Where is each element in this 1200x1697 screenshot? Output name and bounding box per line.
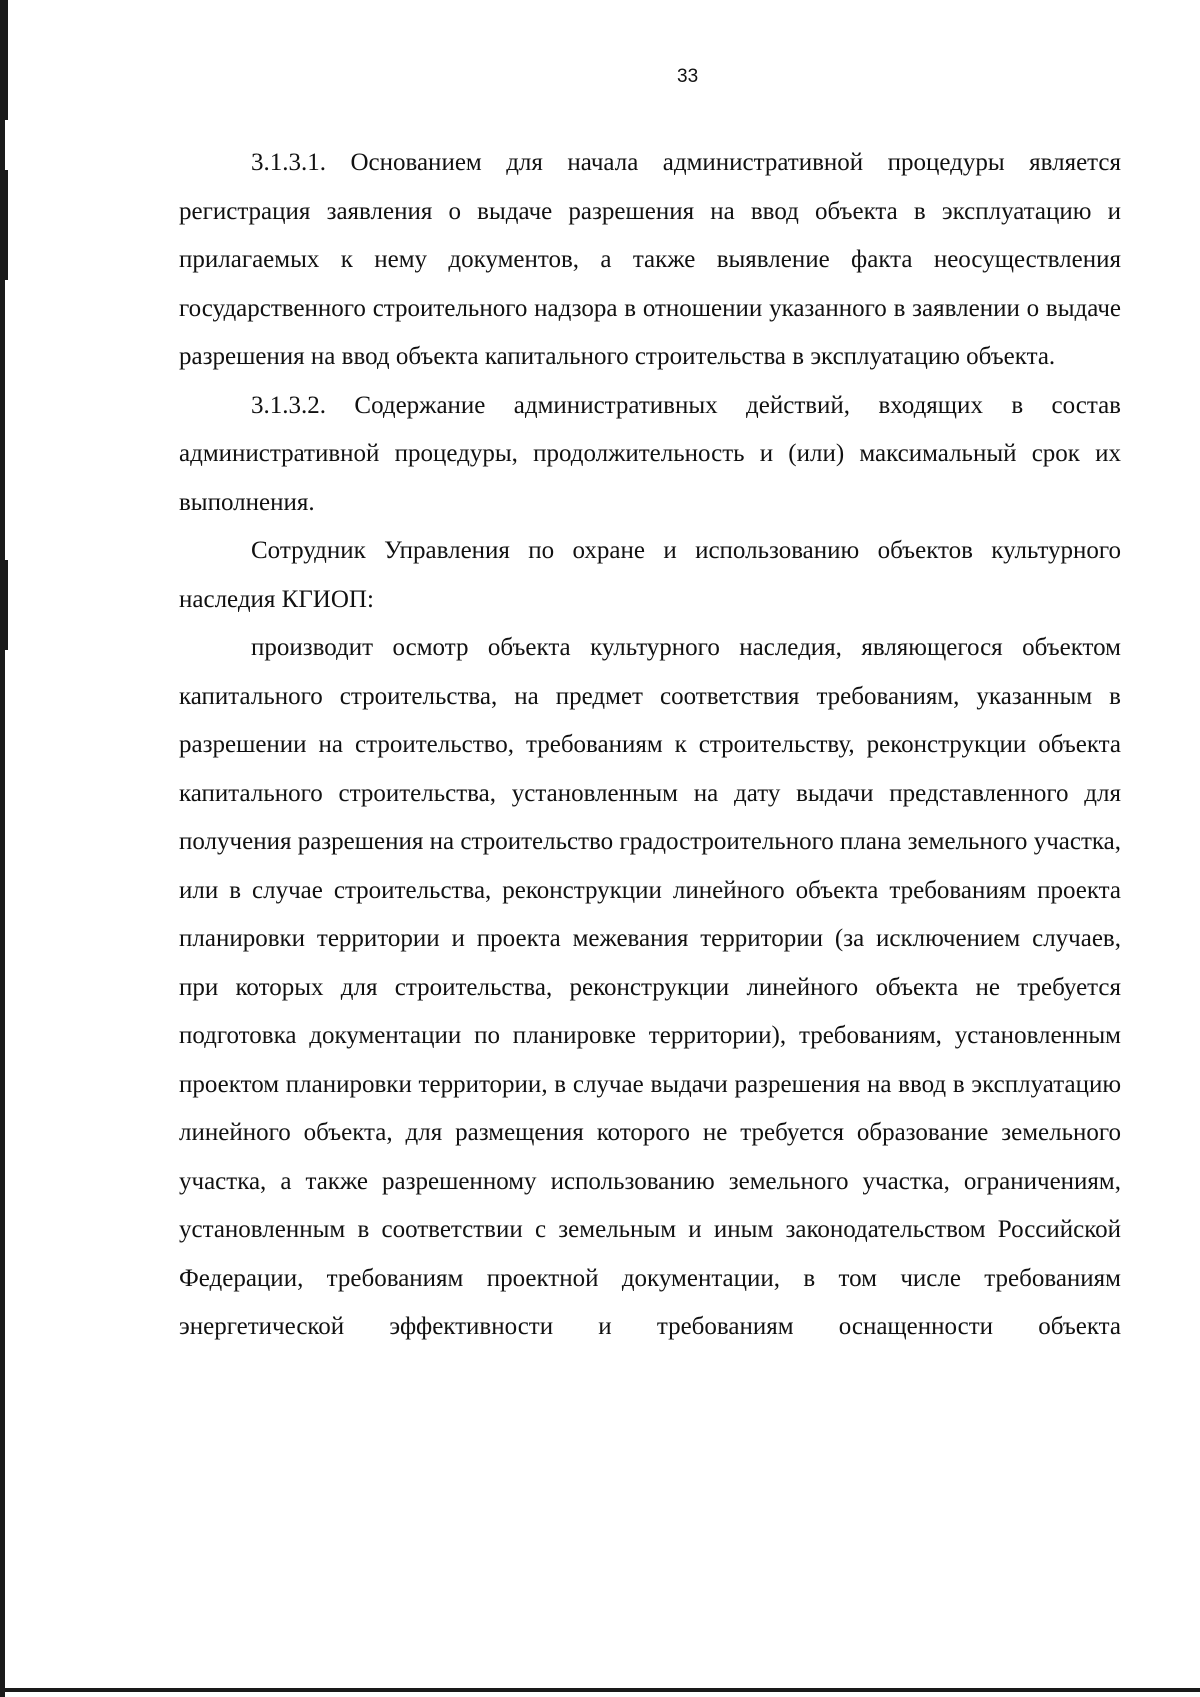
document-body [179,139,1121,1352]
paragraph-3-1-3-1: 3.1.3.1. Основанием для начала административной процедуры является регистрация заявления о выдаче разрешения на ввод объекта в эксплуатацию и прилагаемых к нему документов, а также выявление факта неосуществления государственного строительного надзора в отношении указанного в заявлении о выдаче разрешения на ввод объекта капитального строительства в эксплуатацию объекта. [179,149,1121,370]
scan-mark-left-lower [0,560,8,650]
paragraph-inspection: производит осмотр объекта культурного наследия, являющегося объектом капитального строительства, на предмет соответствия требованиям, указанным в разрешении на строительство, требованиям к строительству, реконструкции объекта капитального строительства, установленным на дату выдачи представленного для получения разрешения на строительство градостроительного плана земельного участка, или в случае строительства, реконструкции линейного объекта требованиям проекта планировки территории и проекта межевания территории (за исключением случаев, при которых для строительства, реконструкции линейного объекта не требуется подготовка документации по планировке территории), требованиям, установленным проектом планировки территории, в случае выдачи разрешения на ввод в эксплуатацию линейного объекта, для размещения которого не требуется образование земельного участка, а также разрешенному использованию земельного участка, ограничениям, установленным в соответствии с земельным и иным законодательством Российской Федерации, требованиям проектной документации, в том числе требованиям энергетической эффективности и требованиям оснащенности объекта [179,634,1121,1340]
paragraph-employee: Сотрудник Управления по охране и использованию объектов культурного наследия КГИОП: [179,537,1121,613]
scan-border-bottom [0,1688,1200,1692]
paragraph-3-1-3-2: 3.1.3.2. Содержание административных действий, входящих в состав административной процедуры, продолжительность и (или) максимальный срок их выполнения. [179,391,1121,516]
scan-mark-left-top [0,0,8,120]
page-number: 33 [677,66,699,87]
scan-mark-left-middle [0,170,8,280]
